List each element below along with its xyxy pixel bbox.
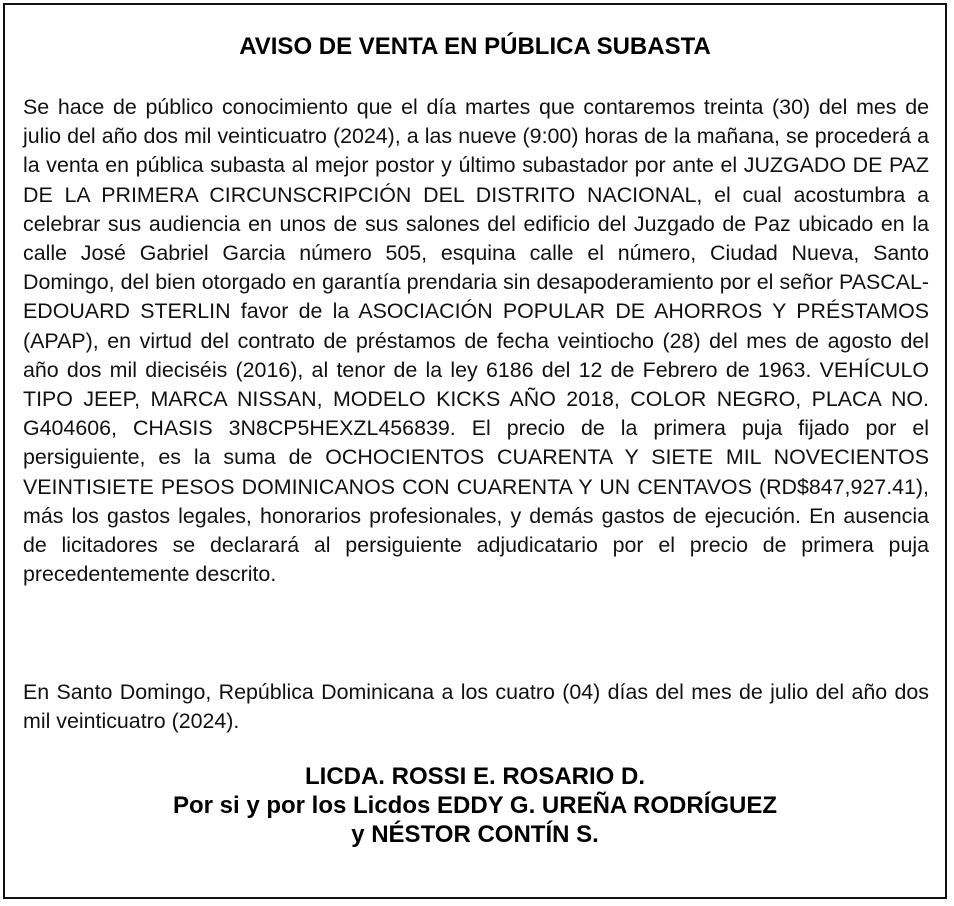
signature-line-1: LICDA. ROSSI E. ROSARIO D. (304, 763, 646, 790)
signature-block (5, 762, 945, 849)
legal-notice-box (3, 3, 947, 899)
notice-title: AVISO DE VENTA EN PÚBLICA SUBASTA (239, 33, 711, 60)
notice-closing: En Santo Domingo, República Dominicana a los cuatro (04) días del mes de julio del año dos mil veinticuatro (2024). (23, 680, 929, 734)
signature-line-3: y NÉSTOR CONTÍN S. (351, 821, 599, 848)
signature-line-2: Por si y por los Licdos EDDY G. UREÑA RODRÍGUEZ (172, 792, 778, 819)
notice-body: Se hace de público conocimiento que el día martes que contaremos treinta (30) del mes de julio del año dos mil veinticuatro (2024), a las nueve (9:00) horas de la mañana, se procederá a la venta en pública subasta al mejor postor y último subastador por ante el JUZGADO DE PAZ DE LA PRIMERA CIRCUNSCRIPCIÓN DEL DISTRITO NACIONAL, el cual acostumbra a celebrar sus audiencia en unos de sus salones del edificio del Juzgado de Paz ubicado en la calle José Gabriel Garcia número 505, esquina calle el número, Ciudad Nueva, Santo Domingo, del bien otorgado en garantía prendaria sin desapoderamiento por el señor PASCAL-EDOUARD STERLIN favor de la ASOCIACIÓN POPULAR DE AHORROS Y PRÉSTAMOS (APAP), en virtud del contrato de préstamos de fecha veintiocho (28) del mes de agosto del año dos mil dieciséis (2016), al tenor de la ley 6186 del 12 de Febrero de 1963. VEHÍCULO TIPO JEEP, MARCA NISSAN, MODELO KICKS AÑO 2018, COLOR NEGRO, PLACA NO. G404606, CHASIS 3N8CP5HEXZL456839. El precio de la primera puja fijado por el persiguiente, es la suma de OCHOCIENTOS CUARENTA Y SIETE MIL NOVECIENTOS VEINTISIETE PESOS DOMINICANOS CON CUARENTA Y UN CENTAVOS (RD$847,927.41), más los gastos legales, honorarios profesionales, y demás gastos de ejecución. En ausencia de licitadores se declarará al persiguiente adjudicatario por el precio de primera puja precedentemente descrito. (23, 95, 929, 587)
